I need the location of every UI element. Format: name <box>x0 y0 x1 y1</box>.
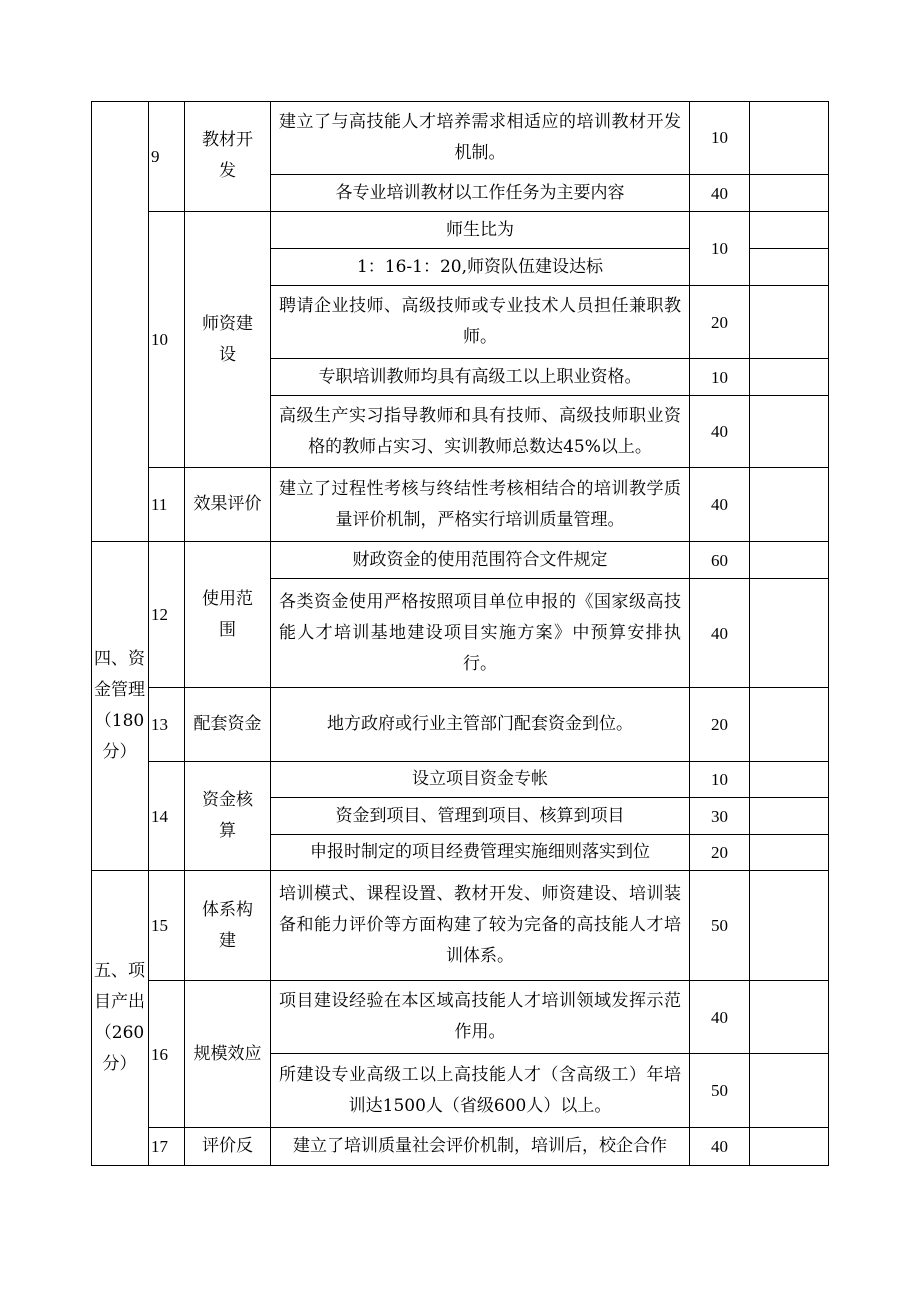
score-value: 40 <box>690 396 750 468</box>
remark-cell <box>750 981 829 1054</box>
criterion-description: 培训模式、课程设置、教材开发、师资建设、培训装备和能力评价等方面构建了较为完备的高技能人才培训体系。 <box>271 871 690 981</box>
criterion-description: 项目建设经验在本区域高技能人才培训领域发挥示范作用。 <box>271 981 690 1054</box>
remark-cell <box>750 396 829 468</box>
criterion-description: 所建设专业高级工以上高技能人才（含高级工）年培训达1500人（省级600人）以上。 <box>271 1054 690 1128</box>
score-value: 40 <box>690 175 750 212</box>
item-number: 12 <box>149 542 185 688</box>
remark-cell <box>750 688 829 762</box>
item-name: 配套资金 <box>185 688 271 762</box>
score-value: 40 <box>690 579 750 688</box>
score-value: 40 <box>690 1128 750 1166</box>
score-value: 20 <box>690 688 750 762</box>
category-cell: 四、资金管理（180分） <box>91 542 149 871</box>
item-number: 9 <box>149 101 185 212</box>
criterion-description: 1：16-1：20,师资队伍建设达标 <box>271 249 690 286</box>
score-value: 50 <box>690 1054 750 1128</box>
item-name: 体系构建 <box>185 871 271 981</box>
criterion-description: 资金到项目、管理到项目、核算到项目 <box>271 798 690 835</box>
remark-cell <box>750 359 829 396</box>
criterion-description: 高级生产实习指导教师和具有技师、高级技师职业资格的教师占实习、实训教师总数达45%以上。 <box>271 396 690 468</box>
remark-cell <box>750 542 829 579</box>
remark-cell <box>750 286 829 359</box>
criterion-description: 设立项目资金专帐 <box>271 762 690 798</box>
item-name: 教材开发 <box>185 101 271 212</box>
criterion-description: 建立了与高技能人才培养需求相适应的培训教材开发机制。 <box>271 101 690 175</box>
remark-cell <box>750 798 829 835</box>
score-value: 10 <box>690 101 750 175</box>
item-name: 评价反 <box>185 1128 271 1166</box>
remark-cell <box>750 871 829 981</box>
remark-cell <box>750 468 829 542</box>
item-number: 16 <box>149 981 185 1128</box>
score-value: 10 <box>690 212 750 286</box>
item-number: 13 <box>149 688 185 762</box>
item-number: 10 <box>149 212 185 468</box>
item-number: 14 <box>149 762 185 871</box>
remark-cell <box>750 1128 829 1166</box>
item-name: 资金核算 <box>185 762 271 871</box>
score-value: 30 <box>690 798 750 835</box>
criterion-description: 各类资金使用严格按照项目单位申报的《国家级高技能人才培训基地建设项目实施方案》中预算安排执行。 <box>271 579 690 688</box>
item-number: 17 <box>149 1128 185 1166</box>
criterion-description: 财政资金的使用范围符合文件规定 <box>271 542 690 579</box>
criterion-description: 各专业培训教材以工作任务为主要内容 <box>271 175 690 212</box>
criterion-description: 申报时制定的项目经费管理实施细则落实到位 <box>271 835 690 871</box>
score-value: 50 <box>690 871 750 981</box>
item-number: 15 <box>149 871 185 981</box>
item-name: 使用范围 <box>185 542 271 688</box>
score-value: 20 <box>690 286 750 359</box>
criterion-description: 师生比为 <box>271 212 690 249</box>
remark-cell <box>750 249 829 286</box>
criterion-description: 建立了过程性考核与终结性考核相结合的培训教学质量评价机制，严格实行培训质量管理。 <box>271 468 690 542</box>
score-value: 10 <box>690 762 750 798</box>
remark-cell <box>750 579 829 688</box>
item-number: 11 <box>149 468 185 542</box>
criterion-description: 地方政府或行业主管部门配套资金到位。 <box>271 688 690 762</box>
criterion-description: 建立了培训质量社会评价机制，培训后，校企合作 <box>271 1128 690 1166</box>
score-value: 40 <box>690 468 750 542</box>
remark-cell <box>750 101 829 175</box>
remark-cell <box>750 835 829 871</box>
score-value: 40 <box>690 981 750 1054</box>
remark-cell <box>750 212 829 249</box>
score-value: 20 <box>690 835 750 871</box>
item-name: 师资建设 <box>185 212 271 468</box>
score-value: 10 <box>690 359 750 396</box>
criterion-description: 聘请企业技师、高级技师或专业技术人员担任兼职教师。 <box>271 286 690 359</box>
remark-cell <box>750 762 829 798</box>
item-name: 效果评价 <box>185 468 271 542</box>
remark-cell <box>750 175 829 212</box>
category-cell <box>91 101 149 542</box>
category-cell: 五、项目产出（260分） <box>91 871 149 1166</box>
remark-cell <box>750 1054 829 1128</box>
score-value: 60 <box>690 542 750 579</box>
item-name: 规模效应 <box>185 981 271 1128</box>
criterion-description: 专职培训教师均具有高级工以上职业资格。 <box>271 359 690 396</box>
